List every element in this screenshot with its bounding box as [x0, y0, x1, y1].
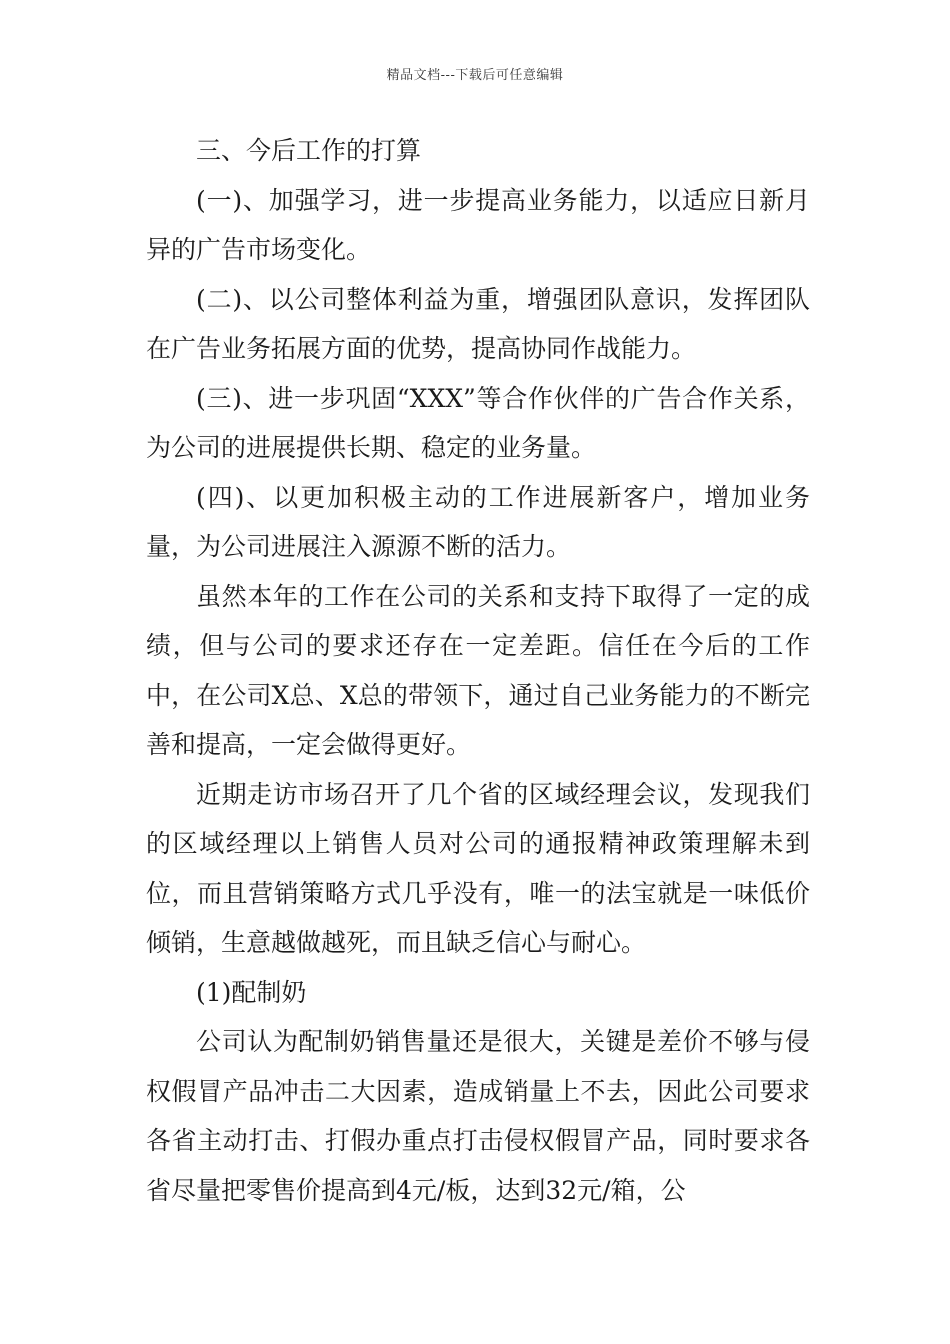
market-visit-paragraph: 近期走访市场召开了几个省的区域经理会议，发现我们的区域经理以上销售人员对公司的通报精神政策理解未到位，而且营销策略方式几乎没有，唯一的法宝就是一味低价倾销，生意越做越死，而且缺乏信心与耐心。	[146, 779, 810, 957]
plan-item-4: (四)、以更加积极主动的工作进展新客户，增加业务量，为公司进展注入源源不断的活力。	[146, 482, 810, 561]
document-body	[146, 126, 810, 1215]
plan-item-2: (二)、以公司整体利益为重，增强团队意识，发挥团队在广告业务拓展方面的优势，提高协同作战能力。	[146, 284, 810, 363]
plan-item-1: (一)、加强学习，进一步提高业务能力，以适应日新月异的广告市场变化。	[146, 185, 810, 264]
subsection-heading: (1)配制奶	[196, 977, 307, 1007]
formula-milk-paragraph: 公司认为配制奶销售量还是很大，关键是差价不够与侵权假冒产品冲击二大因素，造成销量上不去，因此公司要求各省主动打击、打假办重点打击侵权假冒产品，同时要求各省尽量把零售价提高到4元/板，达到32元/箱，公	[146, 1027, 810, 1205]
summary-paragraph: 虽然本年的工作在公司的关系和支持下取得了一定的成绩，但与公司的要求还存在一定差距。信任在今后的工作中，在公司X总、X总的带领下，通过自己业务能力的不断完善和提高，一定会做得更好。	[146, 581, 810, 759]
plan-item-3: (三)、进一步巩固“XXX”等合作伙伴的广告合作关系，为公司的进展提供长期、稳定的业务量。	[146, 383, 810, 462]
page-header: 精品文档---下载后可任意编辑	[386, 68, 564, 83]
section-heading: 三、今后工作的打算	[196, 136, 422, 165]
